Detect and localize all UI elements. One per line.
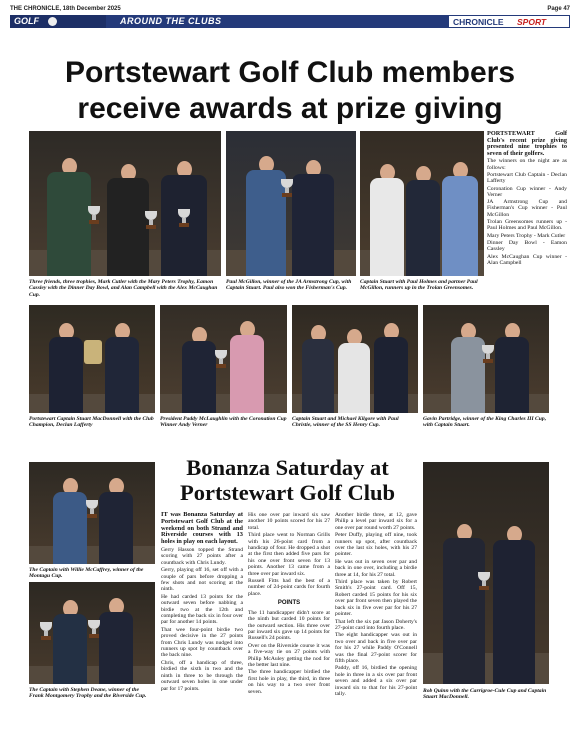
golf-label: GOLF bbox=[14, 16, 39, 26]
caption-photo-7: Gavin Partridge, winner of the King Charles III Cup, with Captain Stuart. bbox=[423, 416, 547, 429]
trophy-icon bbox=[481, 345, 495, 363]
photo-three-trophies bbox=[29, 131, 221, 276]
photo-person bbox=[493, 526, 535, 684]
article-paragraph: He had carded 13 points for the outward seven before nabbing a birdie two at the 12th and completing the back six in four over par for another 14 points. bbox=[161, 593, 243, 626]
caption-photo-9: The Captain with Stephen Deane, winner of the Frank Montgomery Trophy and the Riverside Cup. bbox=[29, 687, 147, 700]
article-paragraph: Chris, off a handicap of three, birdied the sixth in two and the ninth in three to be through the outward seven holes in one under par for 17 points. bbox=[161, 659, 243, 692]
side-story-paragraph: Trolan Greensomes runners up - Paul Holmes and Paul McGillon. bbox=[487, 219, 567, 232]
article-paragraph: Third place was taken by Robert Smith's 27-point card. Off 15, Robert carded 15 points for his six over par front seven then played the back six in five over par for his 27 pointer. bbox=[335, 579, 417, 618]
section-title: AROUND THE CLUBS bbox=[120, 16, 222, 26]
photo-person bbox=[406, 166, 440, 276]
trophy-icon bbox=[477, 572, 491, 590]
trophy-icon bbox=[87, 206, 101, 224]
chronicle-sport-logo bbox=[448, 15, 570, 28]
trophy-icon bbox=[177, 209, 191, 227]
side-story-paragraph: Portstewart Club Captain - Declan Lafferty bbox=[487, 171, 567, 185]
photo-carrigroe-cule-cup bbox=[423, 462, 549, 684]
photo-person bbox=[302, 325, 334, 413]
photo-frank-montgomery-trophy bbox=[29, 582, 155, 684]
article-paragraph: The eight handicapper was out in two over and back in five over par for his 27 while Paddy O'Connell was the final 27-point scorer for fifth place. bbox=[335, 632, 417, 664]
article-subheading: POINTS bbox=[277, 600, 301, 607]
article-paragraph: Gerry, playing off 16, set off with a couple of pars before dropping a few shots and not scoring at the ninth. bbox=[161, 567, 243, 593]
logo-sport: SPORT bbox=[517, 17, 547, 27]
caption-photo-4: Portstewart Captain Stuart MacDonnell with the Club Champion, Declan Lafferty bbox=[29, 416, 154, 429]
photo-person bbox=[182, 327, 216, 413]
photo-person bbox=[292, 160, 334, 276]
photo-person bbox=[230, 321, 264, 413]
photo-person bbox=[370, 164, 404, 276]
headline-line-2: receive awards at prize giving bbox=[77, 92, 503, 125]
logo-chronicle: CHRONICLE bbox=[453, 17, 504, 27]
article-paragraph: Over on the Riverside course it was a five-way tie on 27 points with Philip McAuley getting the nod for the better last nine. bbox=[248, 642, 330, 668]
trophy-icon bbox=[144, 211, 158, 229]
photo-person bbox=[442, 162, 478, 276]
article-paragraph: Russell Fitts had the best of a number of 24-point cards for fourth place. bbox=[248, 578, 330, 597]
golf-ball-icon bbox=[48, 17, 57, 26]
trophy-icon bbox=[87, 620, 101, 638]
bonanza-headline bbox=[160, 455, 415, 505]
photo-club-champion bbox=[29, 305, 155, 413]
caption-photo-6: Captain Stuart and Michael Kilgore with Paul Christie, winner of the SS Henry Cup. bbox=[292, 416, 399, 429]
photo-person bbox=[246, 156, 286, 276]
side-story-paragraph: The winners on the night are as follows: bbox=[487, 158, 567, 171]
caption-photo-8: The Captain with Willie McCaffrey, winner of the Montagu Cup. bbox=[29, 567, 144, 580]
side-story-paragraph: Dinner Day Bowl - Eamon Cassley bbox=[487, 239, 567, 253]
article-paragraph: That left the six pat Jason Doherty's 27-point card into fourth place. bbox=[335, 618, 417, 631]
bonanza-lead: IT was Bonanza Saturday at Portstewart Golf Club at the weekend on both Strand and Riverside courses with 13 holes in play on each layout. bbox=[161, 511, 243, 546]
photo-montagu-cup bbox=[29, 462, 155, 564]
photo-person bbox=[49, 323, 83, 413]
article-paragraph: Third place went to Norman Grills with his 26-point card from a handicap of four. He dropped a shot at the first then added five pars for his one over front seven for 13 points. Another 13 came from a three over par inward six. bbox=[248, 532, 330, 577]
bonanza-title-line-2: Portstewart Golf Club bbox=[180, 480, 395, 505]
trophy-icon bbox=[280, 179, 294, 197]
article-paragraph: His one over par inward six saw another 10 points scored for his 27 total. bbox=[248, 512, 330, 531]
photo-person bbox=[99, 598, 133, 684]
photo-king-charles-cup bbox=[423, 305, 549, 413]
side-story-paragraph: Coronation Cup winner - Andy Verner bbox=[487, 185, 567, 198]
trophy-icon bbox=[83, 340, 103, 358]
bonanza-column-1 bbox=[161, 512, 243, 693]
photo-person bbox=[53, 600, 87, 684]
section-bar bbox=[10, 15, 570, 28]
side-story-lead: PORTSTEWART Golf Club's recent prize giving presented nine trophies to seven of their golfers. bbox=[487, 130, 567, 157]
photo-person bbox=[107, 164, 149, 276]
bonanza-column-2 bbox=[248, 512, 330, 696]
article-paragraph: Another birdie three, at 12, gave Philip a level par inward six for a one over par round worth 27 points. bbox=[335, 512, 417, 531]
page-number: Page 47 bbox=[547, 6, 570, 12]
headline-line-1: Portstewart Golf Club members bbox=[64, 56, 516, 89]
photo-person bbox=[495, 323, 529, 413]
bonanza-column-3 bbox=[335, 512, 417, 698]
article-paragraph: That wee four-point birdie two proved decisive in the 27 points from Chris Lundy was nudged into runners up spot by countback over the back nine. bbox=[161, 626, 243, 659]
caption-photo-5: President Paddy McLaughlin with the Coronation Cup Winner Andy Verner bbox=[160, 416, 287, 429]
photo-person bbox=[47, 158, 91, 276]
trophy-icon bbox=[214, 350, 228, 368]
photo-ss-henry-cup bbox=[292, 305, 418, 413]
photo-armstrong-cup bbox=[226, 131, 356, 276]
golf-tag bbox=[10, 15, 106, 28]
caption-photo-3: Captain Stuart with Paul Holmes and partner Paul McGillon, runners up in the Trolan Greensomes. bbox=[360, 279, 478, 292]
article-paragraph: Paddy, off 16, birdied the opening hole in three in a six over par front seven and added a six over par inward six to that for his 27-point tally. bbox=[335, 665, 417, 697]
trophy-icon bbox=[85, 500, 99, 518]
side-story-paragraph: Alex McCaughan Cup winner - Alan Campbell bbox=[487, 253, 567, 266]
photo-person bbox=[53, 478, 87, 564]
side-story-paragraph: JA Armstrong Cup and Fisherman's Cup winner - Paul McGillon bbox=[487, 199, 567, 218]
article-paragraph: He was out in seven over par and back in one over, including a birdie three at 14, for his 27 total. bbox=[335, 558, 417, 578]
caption-photo-2: Paul McGillon, winner of the JA Armstrong Cup, with Captain Stuart. Paul also won the Fisherman's Cup. bbox=[226, 279, 352, 292]
article-paragraph: The 11 handicapper didn't score at the ninth but carded 10 points for the outward section. His three over par inward six gave up 14 points for Russell's 24 points. bbox=[248, 609, 330, 642]
caption-photo-1: Three friends, three trophies, Mark Cutler with the Mary Peters Trophy, Eamon Cassley with the Dinner Day Bowl, and Alan Campbell with the Alex McCaughan Cup. bbox=[29, 279, 218, 298]
photo-trolan-greensomes bbox=[360, 131, 484, 276]
article-paragraph: The three handicapper birdied the first hole in play, the third, in three on his way to a two over front seven. bbox=[248, 669, 330, 695]
article-paragraph: Peter Duffy, playing off nine, took runners up spot, after countback over the last six holes, with his 27 pointer. bbox=[335, 532, 417, 558]
side-story-paragraph: Mary Peters Trophy - Mark Cutler bbox=[487, 232, 566, 239]
trophy-icon bbox=[39, 622, 53, 640]
photo-coronation-cup bbox=[160, 305, 287, 413]
photo-person bbox=[105, 323, 139, 413]
main-headline bbox=[10, 55, 570, 127]
page-masthead bbox=[10, 4, 570, 15]
photo-person bbox=[338, 329, 370, 413]
caption-photo-10: Rob Quinn with the Carrigroe-Cule Cup and Captain Stuart MacDonnell. bbox=[423, 688, 547, 701]
photo-person bbox=[451, 323, 485, 413]
article-paragraph: Gerry Hasson topped the Strand scoring with 27 points after a countback with Chris Lundy. bbox=[161, 546, 243, 566]
side-story bbox=[487, 131, 567, 267]
photo-person bbox=[443, 524, 485, 684]
photo-person bbox=[99, 478, 133, 564]
photo-person bbox=[374, 323, 408, 413]
bonanza-title-line-1: Bonanza Saturday at bbox=[186, 455, 389, 480]
masthead-date: THE CHRONICLE, 18th December 2025 bbox=[10, 6, 121, 12]
